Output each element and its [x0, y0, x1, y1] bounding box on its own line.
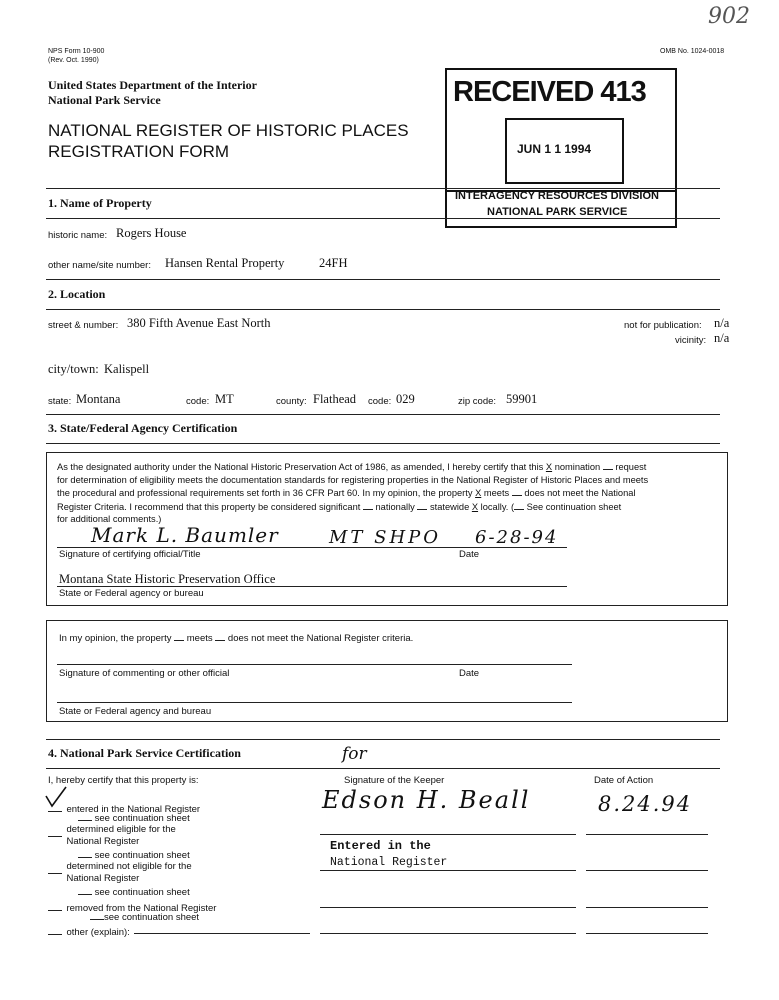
date-of-action-value: 8.24.94 [598, 792, 693, 816]
certification-box [46, 452, 728, 606]
city-label: city/town: [48, 362, 99, 376]
date-of-action-label: Date of Action [594, 775, 654, 786]
cert-line4-text: Register Criteria. I recommend that this property be considered significant [57, 501, 361, 512]
date-line-4 [586, 933, 708, 934]
vicinity-label: vicinity: [675, 335, 707, 346]
nps-item-entered-label: entered in the National Register [66, 804, 201, 815]
signature-label: Signature of certifying official/Title [59, 549, 201, 560]
entered-stamp-line1: Entered in the [330, 839, 431, 853]
service-name: National Park Service [48, 93, 161, 107]
cert-locally-label: locally. ( [480, 501, 515, 512]
keeper-line-3 [320, 907, 576, 908]
department-name: United States Department of the Interior [48, 78, 257, 92]
nps-item-entered-continuation[interactable] [78, 811, 190, 824]
section1-top-rule [46, 188, 720, 189]
nps-item-eligible-label: determined eligible for the National Register [66, 824, 176, 847]
not-for-publication-label: not for publication: [624, 320, 702, 331]
received-stamp [445, 68, 675, 228]
date-line-3 [586, 907, 708, 908]
certifying-signature: Mark L. Baumler [91, 523, 279, 547]
opinion-text [59, 631, 413, 644]
nps-item-eligible[interactable] [48, 824, 228, 848]
section3-top-rule [46, 414, 720, 415]
opinion-meets: meets [186, 633, 213, 644]
date-line-2 [586, 870, 708, 871]
opinion-prefix: In my opinion, the property [59, 633, 172, 644]
opinion-box [46, 620, 728, 722]
state-code-label: code: [186, 396, 210, 407]
date-line-1 [586, 834, 708, 835]
keeper-for-handwritten: for [342, 744, 367, 764]
keeper-line-2 [320, 870, 576, 871]
nps-item-not-eligible-continuation[interactable] [78, 885, 190, 898]
county-code-label: code: [368, 396, 392, 407]
date-label: Date [459, 549, 480, 560]
nps-item-other-label: other (explain): [66, 927, 130, 938]
section3-heading: 3. State/Federal Agency Certification [48, 421, 238, 435]
state-label: state: [48, 396, 72, 407]
other-name-label: other name/site number: [48, 260, 151, 271]
form-revision: (Rev. Oct. 1990) [48, 57, 99, 64]
agency-line [57, 586, 567, 587]
nps-certify-text: I, hereby certify that this property is: [48, 775, 199, 786]
city-value: Kalispell [104, 362, 150, 376]
cert-meets-label: meets [483, 488, 510, 498]
stamp-division-line2: NATIONAL PARK SERVICE [487, 206, 628, 218]
entered-stamp-line2: National Register [330, 856, 448, 869]
keeper-line-1 [320, 834, 576, 835]
nps-item-not-eligible-sub: see continuation sheet [94, 887, 190, 898]
cert-nationally-label: nationally [375, 501, 415, 512]
form-title-line2: REGISTRATION FORM [48, 142, 230, 161]
opinion-does-not-meet: does not meet the National Register criteria. [227, 633, 414, 644]
section4-heading: 4. National Park Service Certification [48, 746, 241, 760]
nps-item-not-eligible-label: determined not eligible for the National Register [66, 861, 192, 884]
section2-top-rule [46, 279, 720, 280]
received-stamp-text: RECEIVED 413 [453, 76, 646, 108]
section1-bottom-rule [46, 218, 720, 219]
other-name-value: Hansen Rental Property [165, 256, 285, 270]
state-code-value: MT [215, 392, 234, 406]
nps-item-eligible-sub: see continuation sheet [94, 850, 190, 861]
certifying-title-handwritten: MT SHPO [329, 527, 442, 548]
section1-heading: 1. Name of Property [48, 196, 152, 210]
keeper-signature: Edson H. Beall [322, 786, 531, 814]
comment-agency-line [57, 702, 572, 703]
keeper-line-4 [320, 933, 576, 934]
cert-line1-text: As the designated authority under the National Historic Preservation Act of 1986, as amended, I hereby certify that this [57, 462, 544, 472]
signature-line [57, 547, 567, 548]
comment-agency-label: State or Federal agency and bureau [59, 706, 212, 717]
county-label: county: [276, 396, 307, 407]
historic-name-value: Rogers House [116, 226, 187, 240]
cert-does-not-meet-label: does not meet the National [524, 488, 636, 498]
cert-line2: for determination of eligibility meets the documentation standards for registering properties in the National Register of Historic Places and meets [57, 474, 649, 485]
other-explain-line[interactable] [134, 933, 310, 934]
form-number: NPS Form 10-900 [48, 48, 105, 55]
county-code-value: 029 [396, 392, 415, 406]
keeper-signature-label: Signature of the Keeper [344, 775, 445, 786]
cert-line3-text: the procedural and professional requirements set forth in 36 CFR Part 60. In my opinion, the property [57, 488, 473, 498]
cert-nomination-label: nomination [554, 462, 601, 472]
stamp-date: JUN 1 1 1994 [517, 142, 592, 156]
nps-item-not-eligible[interactable] [48, 861, 228, 885]
county-value: Flathead [313, 392, 357, 406]
nps-item-eligible-continuation[interactable] [78, 848, 190, 861]
street-label: street & number: [48, 320, 119, 331]
comment-signature-label: Signature of commenting or other official [59, 668, 230, 679]
section2-heading: 2. Location [48, 287, 106, 301]
cert-line5: for additional comments.) [57, 514, 162, 524]
cert-meets-mark: X [475, 488, 482, 498]
historic-name-label: historic name: [48, 230, 108, 241]
nps-item-entered-sub: see continuation sheet [94, 813, 190, 824]
section4-top-rule [46, 739, 720, 740]
not-for-publication-value: n/a [714, 316, 730, 330]
nps-item-other[interactable] [48, 922, 130, 940]
cert-request-label: request [615, 462, 647, 472]
handwritten-page-number: 902 [708, 4, 750, 29]
section2-bottom-rule [46, 309, 720, 310]
stamp-division-line1: INTERAGENCY RESOURCES DIVISION [455, 190, 659, 202]
agency-label: State or Federal agency or bureau [59, 588, 204, 599]
omb-number: OMB No. 1024-0018 [660, 48, 725, 55]
cert-nomination-mark: X [545, 462, 553, 472]
cert-continuation-label: See continuation sheet [526, 501, 622, 512]
comment-date-label: Date [459, 668, 480, 679]
form-title-line1: NATIONAL REGISTER OF HISTORIC PLACES [48, 121, 409, 140]
zip-label: zip code: [458, 396, 497, 407]
section3-bottom-rule [46, 443, 720, 444]
street-value: 380 Fifth Avenue East North [127, 316, 271, 330]
state-value: Montana [76, 392, 121, 406]
vicinity-value: n/a [714, 331, 730, 345]
nps-item-removed-sub: see continuation sheet [104, 912, 200, 923]
cert-locally-mark: X [471, 501, 479, 512]
agency-value: Montana State Historic Preservation Office [59, 572, 276, 586]
site-number-value: 24FH [319, 256, 348, 270]
comment-signature-line [57, 664, 572, 665]
cert-statewide-label: statewide [429, 501, 470, 512]
nps-item-removed-label: removed from the National Register [66, 903, 217, 914]
section4-bottom-rule [46, 768, 720, 769]
certification-text [57, 460, 722, 526]
certifying-date-handwritten: 6-28-94 [475, 527, 559, 548]
zip-value: 59901 [506, 392, 538, 406]
